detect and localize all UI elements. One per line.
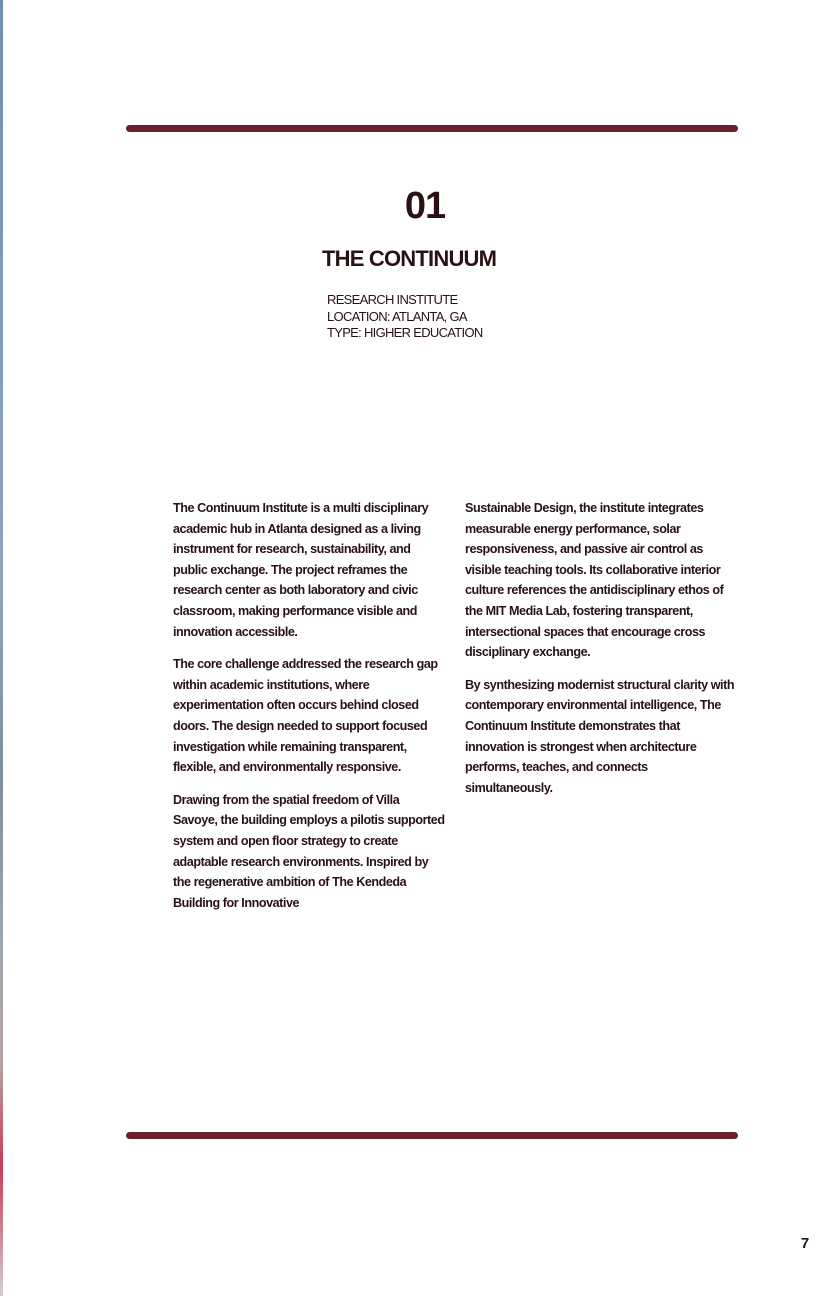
top-divider bbox=[126, 125, 738, 132]
project-location: LOCATION: ATLANTA, GA bbox=[327, 308, 467, 324]
project-number: 01 bbox=[404, 185, 446, 227]
project-type-label: RESEARCH INSTITUTE bbox=[327, 292, 458, 307]
body-right-column bbox=[465, 498, 737, 810]
project-meta bbox=[327, 292, 483, 342]
body-paragraph: Sustainable Design, the institute integrates measurable energy performance, solar responsiveness, and passive air control as visible teaching tools. Its collaborative interior culture references the antidisciplinary ethos of the MIT Media Lab, fostering transparent, intersectional spaces that encourage cross disciplinary exchange. bbox=[465, 501, 724, 660]
body-paragraph: The Continuum Institute is a multi disciplinary academic hub in Atlanta designed as a living instrument for research, sustainability, and public exchange. The project reframes the research center as both laboratory and civic classroom, making performance visible and innovation accessible. bbox=[173, 501, 429, 639]
bottom-divider bbox=[126, 1132, 738, 1139]
body-paragraph: Drawing from the spatial freedom of Villa Savoye, the building employs a pilotis supported system and open floor strategy to create adaptable research environments. Inspired by the regenerative ambition of The Kendeda Building for Innovative bbox=[173, 792, 445, 910]
project-category: TYPE: HIGHER EDUCATION bbox=[327, 325, 483, 340]
body-paragraph: The core challenge addressed the research gap within academic institutions, where experimentation often occurs behind closed doors. The design needed to support focused investigation while remaining transparent, flexible, and environmentally responsive. bbox=[173, 657, 438, 775]
body-left-column bbox=[173, 498, 445, 925]
project-title: THE CONTINUUM bbox=[322, 246, 497, 271]
page-number: 7 bbox=[800, 1235, 810, 1252]
body-paragraph: By synthesizing modernist structural clarity with contemporary environmental intelligence, The Continuum Institute demonstrates that innovation is strongest when architecture performs, teaches, and connects simultaneously. bbox=[465, 677, 735, 795]
